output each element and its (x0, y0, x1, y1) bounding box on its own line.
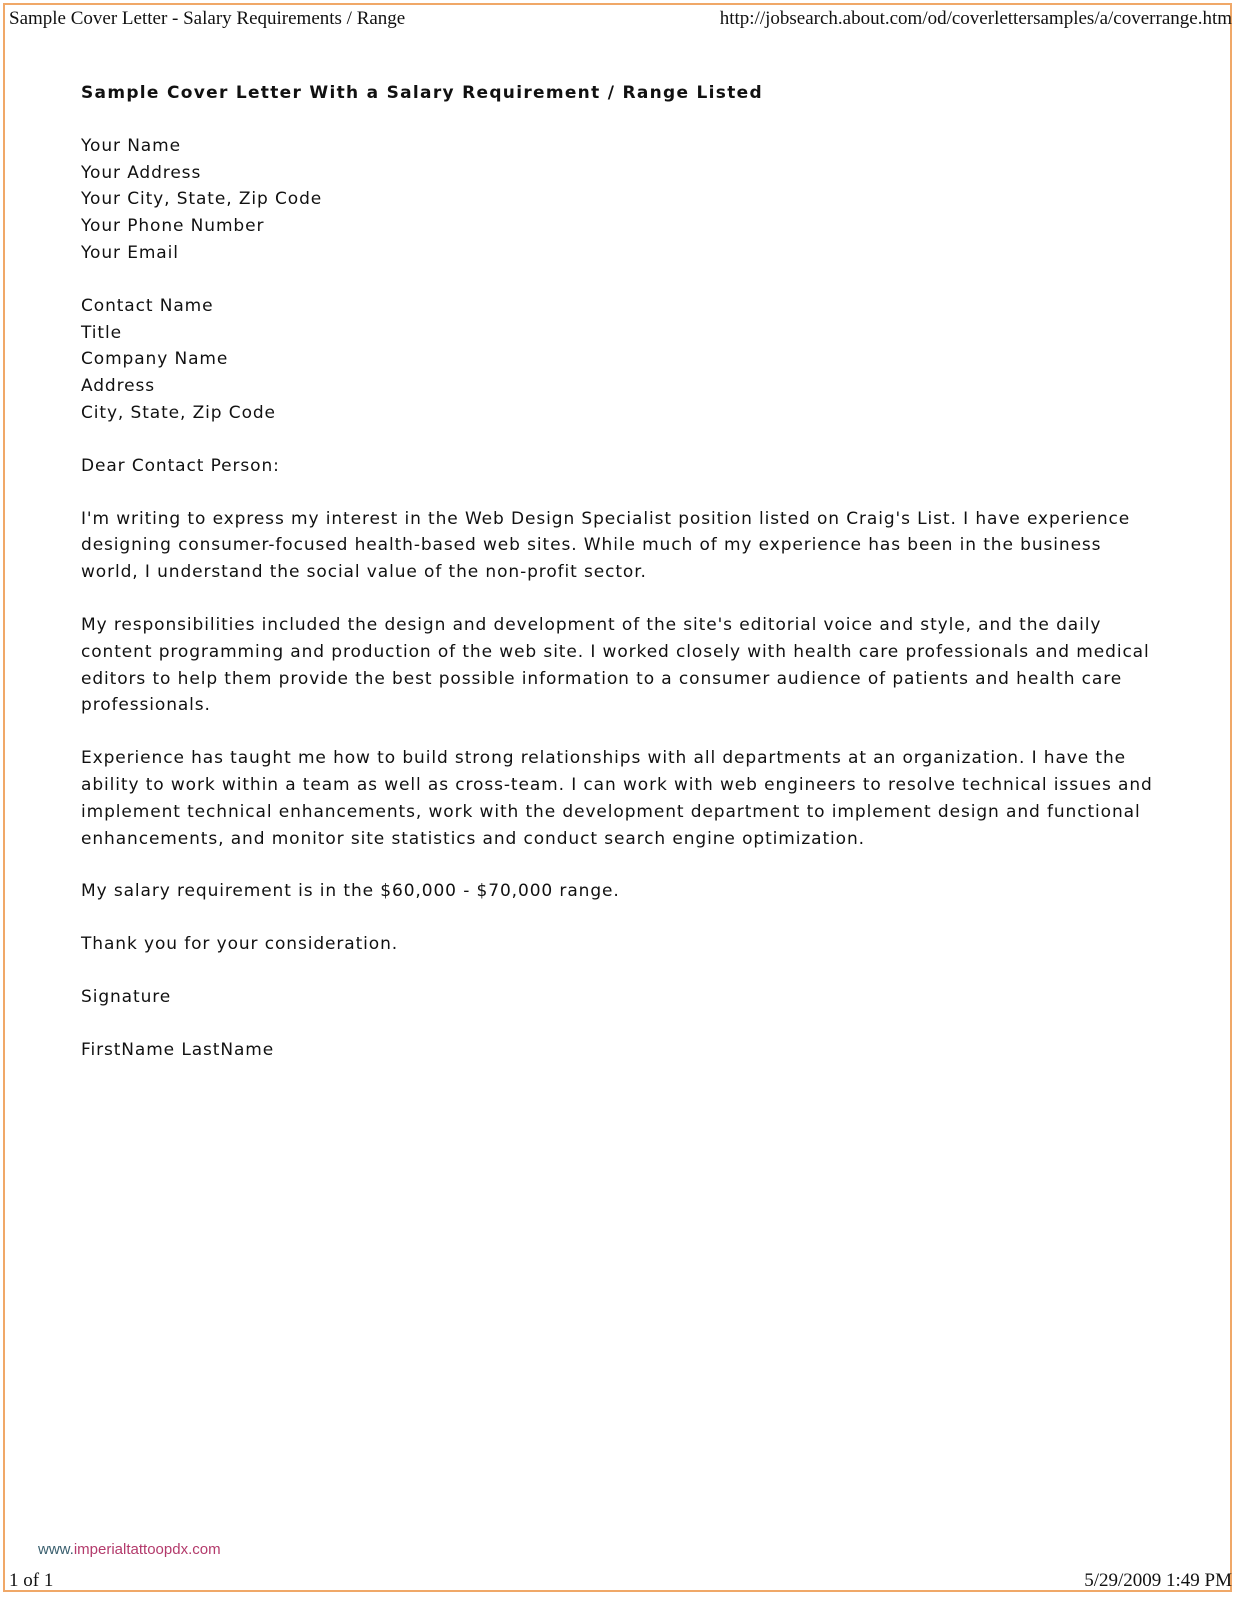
recipient-line: Contact Name (81, 295, 214, 316)
sender-block (81, 133, 1161, 267)
watermark-prefix: www. (38, 1541, 74, 1558)
sender-line: Your Address (81, 162, 202, 183)
recipient-line: Company Name (81, 349, 229, 370)
print-datetime: 5/29/2009 1:49 PM (1084, 1570, 1232, 1591)
closing-paragraph: Thank you for your consideration. (81, 934, 399, 955)
sender-line: Your Email (81, 242, 179, 263)
greeting: Dear Contact Person: (81, 455, 280, 476)
letter-body (81, 80, 1161, 1090)
watermark (38, 1541, 221, 1558)
watermark-domain: imperialtattoopdx.com (73, 1541, 221, 1558)
recipient-block (81, 293, 1161, 427)
recipient-line: City, State, Zip Code (81, 402, 276, 423)
header-title: Sample Cover Letter - Salary Requirements / Range (9, 8, 406, 29)
letter-title: Sample Cover Letter With a Salary Requirement / Range Listed (81, 83, 763, 103)
recipient-line: Title (81, 322, 122, 343)
salary-paragraph: My salary requirement is in the $60,000 - $70,000 range. (81, 881, 620, 902)
body-paragraph: I'm writing to express my interest in the Web Design Specialist position listed on Craig's List. I have experience designing consumer-focused health-based web sites. While much of my experience has been in the business world, I understand the social value of the non-profit sector. (81, 508, 1131, 583)
sender-line: Your Phone Number (81, 216, 265, 237)
header-url: http://jobsearch.about.com/od/coverlettersamples/a/coverrange.htm (719, 8, 1232, 29)
body-paragraph: Experience has taught me how to build strong relationships with all departments at an organization. I have the ability to work within a team as well as cross-team. I can work with web engineers to resolve technical issues and implement technical enhancements, work with the development department to implement design and functional enhancements, and monitor site statistics and conduct search engine optimization. (81, 748, 1153, 849)
sender-line: Your Name (81, 135, 181, 156)
sender-line: Your City, State, Zip Code (81, 189, 323, 210)
signature: Signature (81, 986, 172, 1007)
recipient-line: Address (81, 376, 156, 397)
signer-name: FirstName LastName (81, 1039, 275, 1060)
body-paragraph: My responsibilities included the design and development of the site's editorial voice and style, and the daily content programming and production of the web site. I worked closely with health care professionals and medical editors to help them provide the best possible information to a consumer audience of patients and health care professionals. (81, 614, 1150, 716)
page-counter: 1 of 1 (9, 1570, 54, 1591)
